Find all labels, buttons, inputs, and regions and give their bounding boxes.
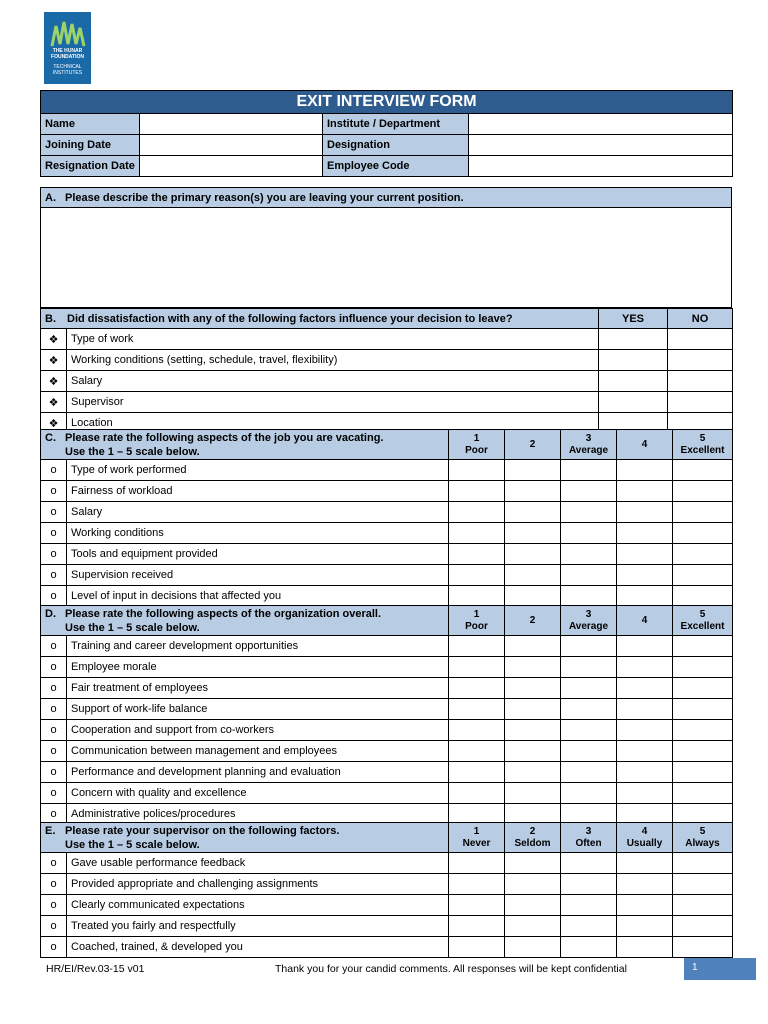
org-aspect-answer-cell[interactable] xyxy=(449,678,505,699)
supervisor-factor-answer-cell[interactable] xyxy=(505,895,561,916)
bullet-icon: o xyxy=(41,460,67,481)
section-d-table xyxy=(40,605,733,825)
factor-item-label: Location xyxy=(67,413,599,434)
job-aspect-answer-cell[interactable] xyxy=(561,586,617,607)
designation-label: Designation xyxy=(323,135,469,156)
org-aspect-row xyxy=(41,720,733,741)
org-aspect-answer-cell[interactable] xyxy=(505,636,561,657)
hands-emblem-icon xyxy=(44,16,91,50)
section-c-line2: Use the 1 – 5 scale below. xyxy=(65,445,200,458)
org-aspect-answer-cell[interactable] xyxy=(673,699,733,720)
section-e-scale-4: 4 Usually xyxy=(617,823,673,853)
supervisor-factor-answer-cell[interactable] xyxy=(673,853,733,874)
supervisor-factor-answer-cell[interactable] xyxy=(561,916,617,937)
org-aspect-item-label: Training and career development opportunities xyxy=(67,636,449,657)
section-e-table xyxy=(40,822,733,958)
bullet-icon: o xyxy=(41,937,67,958)
section-d-scale-2: 2 xyxy=(505,606,561,636)
form-title: EXIT INTERVIEW FORM xyxy=(41,91,733,114)
job-aspect-row xyxy=(41,565,733,586)
job-aspect-answer-cell[interactable] xyxy=(673,565,733,586)
bullet-icon: o xyxy=(41,544,67,565)
section-c-header xyxy=(41,430,449,460)
org-aspect-row xyxy=(41,699,733,720)
reason-answer-box[interactable] xyxy=(41,208,732,308)
bullet-icon: o xyxy=(41,783,67,804)
org-aspect-row xyxy=(41,678,733,699)
job-aspect-row xyxy=(41,586,733,607)
job-aspect-item-label: Working conditions xyxy=(67,523,449,544)
factor-answer-cell[interactable] xyxy=(668,329,733,350)
job-aspect-answer-cell[interactable] xyxy=(673,523,733,544)
org-aspect-item-label: Administrative polices/procedures xyxy=(67,804,449,825)
supervisor-factor-answer-cell[interactable] xyxy=(449,853,505,874)
org-aspect-answer-cell[interactable] xyxy=(449,720,505,741)
joining-date-label: Joining Date xyxy=(41,135,140,156)
institute-label: Institute / Department xyxy=(323,114,469,135)
supervisor-factor-answer-cell[interactable] xyxy=(449,895,505,916)
job-aspect-item-label: Supervision received xyxy=(67,565,449,586)
job-aspect-answer-cell[interactable] xyxy=(617,460,673,481)
org-aspect-answer-cell[interactable] xyxy=(505,741,561,762)
supervisor-factor-row xyxy=(41,937,733,958)
supervisor-factor-answer-cell[interactable] xyxy=(505,937,561,958)
page-number: 1 xyxy=(692,962,698,973)
section-d-scale-3: 3 Average xyxy=(561,606,617,636)
org-aspect-item-label: Concern with quality and excellence xyxy=(67,783,449,804)
factor-answer-cell[interactable] xyxy=(668,371,733,392)
logo-line-3: TECHNICAL xyxy=(53,64,82,70)
bullet-icon: o xyxy=(41,699,67,720)
job-aspect-answer-cell[interactable] xyxy=(449,544,505,565)
section-d-letter: D. xyxy=(45,607,56,620)
job-aspect-answer-cell[interactable] xyxy=(505,544,561,565)
bullet-icon: o xyxy=(41,874,67,895)
factor-item-label: Salary xyxy=(67,371,599,392)
section-b-letter: B. xyxy=(45,312,56,325)
job-aspect-row xyxy=(41,502,733,523)
job-aspect-row xyxy=(41,544,733,565)
org-aspect-answer-cell[interactable] xyxy=(449,762,505,783)
job-aspect-item-label: Level of input in decisions that affected you xyxy=(67,586,449,607)
factor-answer-cell[interactable] xyxy=(599,392,668,413)
section-d-scale-4: 4 xyxy=(617,606,673,636)
org-aspect-answer-cell[interactable] xyxy=(673,720,733,741)
page-number-box xyxy=(684,958,756,980)
supervisor-factor-answer-cell[interactable] xyxy=(561,853,617,874)
job-aspect-answer-cell[interactable] xyxy=(505,481,561,502)
org-aspect-item-label: Support of work-life balance xyxy=(67,699,449,720)
yes-header: YES xyxy=(599,309,668,329)
section-e-scale-1: 1 Never xyxy=(449,823,505,853)
designation-field[interactable] xyxy=(469,135,733,156)
supervisor-factor-answer-cell[interactable] xyxy=(449,916,505,937)
section-c-scale-3: 3 Average xyxy=(561,430,617,460)
bullet-icon: o xyxy=(41,895,67,916)
factor-answer-cell[interactable] xyxy=(668,350,733,371)
section-d-scale-1: 1 Poor xyxy=(449,606,505,636)
job-aspect-row xyxy=(41,481,733,502)
section-e-scale-3: 3 Often xyxy=(561,823,617,853)
org-aspect-row xyxy=(41,741,733,762)
name-label: Name xyxy=(41,114,140,135)
org-aspect-answer-cell[interactable] xyxy=(673,783,733,804)
job-aspect-answer-cell[interactable] xyxy=(673,586,733,607)
employee-code-field[interactable] xyxy=(469,156,733,177)
org-aspect-answer-cell[interactable] xyxy=(617,678,673,699)
supervisor-factor-answer-cell[interactable] xyxy=(505,916,561,937)
job-aspect-answer-cell[interactable] xyxy=(673,481,733,502)
bullet-icon: o xyxy=(41,720,67,741)
org-aspect-answer-cell[interactable] xyxy=(673,657,733,678)
supervisor-factor-answer-cell[interactable] xyxy=(561,874,617,895)
org-aspect-row xyxy=(41,657,733,678)
job-aspect-item-label: Salary xyxy=(67,502,449,523)
org-aspect-answer-cell[interactable] xyxy=(561,657,617,678)
section-d-line1: Please rate the following aspects of the organization overall. xyxy=(65,607,382,620)
job-aspect-item-label: Fairness of workload xyxy=(67,481,449,502)
bullet-icon: ❖ xyxy=(41,371,67,392)
section-e-scale-5: 5 Always xyxy=(673,823,733,853)
supervisor-factor-item-label: Treated you fairly and respectfully xyxy=(67,916,449,937)
bullet-icon: o xyxy=(41,481,67,502)
org-aspect-answer-cell[interactable] xyxy=(673,636,733,657)
joining-date-field[interactable] xyxy=(140,135,323,156)
org-aspect-answer-cell[interactable] xyxy=(449,699,505,720)
org-aspect-item-label: Performance and development planning and evaluation xyxy=(67,762,449,783)
employee-info-table xyxy=(40,90,733,177)
job-aspect-answer-cell[interactable] xyxy=(449,502,505,523)
org-aspect-answer-cell[interactable] xyxy=(617,636,673,657)
job-aspect-item-label: Tools and equipment provided xyxy=(67,544,449,565)
factor-answer-cell[interactable] xyxy=(668,392,733,413)
job-aspect-answer-cell[interactable] xyxy=(505,502,561,523)
supervisor-factor-answer-cell[interactable] xyxy=(617,916,673,937)
factor-item-label: Working conditions (setting, schedule, travel, flexibility) xyxy=(67,350,599,371)
factor-item-label: Type of work xyxy=(67,329,599,350)
job-aspect-answer-cell[interactable] xyxy=(617,523,673,544)
bullet-icon: o xyxy=(41,678,67,699)
org-aspect-answer-cell[interactable] xyxy=(673,741,733,762)
org-aspect-answer-cell[interactable] xyxy=(449,636,505,657)
job-aspect-answer-cell[interactable] xyxy=(617,565,673,586)
factor-row xyxy=(41,392,733,413)
org-aspect-item-label: Communication between management and employees xyxy=(67,741,449,762)
org-aspect-answer-cell[interactable] xyxy=(449,783,505,804)
section-c-scale-4: 4 xyxy=(617,430,673,460)
supervisor-factor-item-label: Coached, trained, & developed you xyxy=(67,937,449,958)
job-aspect-answer-cell[interactable] xyxy=(617,502,673,523)
resignation-date-label: Resignation Date xyxy=(41,156,140,177)
supervisor-factor-answer-cell[interactable] xyxy=(505,874,561,895)
section-e-header xyxy=(41,823,449,853)
org-aspect-answer-cell[interactable] xyxy=(505,657,561,678)
job-aspect-answer-cell[interactable] xyxy=(449,481,505,502)
supervisor-factor-row xyxy=(41,916,733,937)
bullet-icon: o xyxy=(41,636,67,657)
section-c-line1: Please rate the following aspects of the job you are vacating. xyxy=(65,431,384,444)
bullet-icon: o xyxy=(41,565,67,586)
form-code: HR/EI/Rev.03-15 v01 xyxy=(46,963,145,975)
org-aspect-answer-cell[interactable] xyxy=(561,762,617,783)
logo-line-1: THE HUNAR xyxy=(52,48,83,54)
section-b-question: Did dissatisfaction with any of the following factors influence your decision to leave? xyxy=(67,312,513,325)
factor-row xyxy=(41,329,733,350)
organization-logo xyxy=(44,12,91,84)
bullet-icon: o xyxy=(41,916,67,937)
name-field[interactable] xyxy=(140,114,323,135)
job-aspect-answer-cell[interactable] xyxy=(561,544,617,565)
org-aspect-answer-cell[interactable] xyxy=(561,636,617,657)
job-aspect-answer-cell[interactable] xyxy=(449,460,505,481)
org-aspect-row xyxy=(41,783,733,804)
org-aspect-row xyxy=(41,762,733,783)
org-aspect-answer-cell[interactable] xyxy=(617,783,673,804)
confidentiality-note: Thank you for your candid comments. All responses will be kept confidential xyxy=(275,963,627,975)
job-aspect-row xyxy=(41,460,733,481)
factor-row xyxy=(41,371,733,392)
employee-code-label: Employee Code xyxy=(323,156,469,177)
job-aspect-answer-cell[interactable] xyxy=(561,481,617,502)
job-aspect-answer-cell[interactable] xyxy=(561,502,617,523)
bullet-icon: o xyxy=(41,523,67,544)
bullet-icon: o xyxy=(41,762,67,783)
org-aspect-answer-cell[interactable] xyxy=(505,678,561,699)
org-aspect-answer-cell[interactable] xyxy=(505,783,561,804)
org-aspect-answer-cell[interactable] xyxy=(449,741,505,762)
org-aspect-answer-cell[interactable] xyxy=(505,699,561,720)
job-aspect-answer-cell[interactable] xyxy=(505,460,561,481)
job-aspect-answer-cell[interactable] xyxy=(505,523,561,544)
bullet-icon: o xyxy=(41,657,67,678)
factor-row xyxy=(41,350,733,371)
bullet-icon: o xyxy=(41,502,67,523)
org-aspect-answer-cell[interactable] xyxy=(617,720,673,741)
bullet-icon: o xyxy=(41,586,67,607)
factor-item-label: Supervisor xyxy=(67,392,599,413)
org-aspect-answer-cell[interactable] xyxy=(561,783,617,804)
org-aspect-answer-cell[interactable] xyxy=(617,657,673,678)
section-a-table xyxy=(40,187,732,308)
job-aspect-answer-cell[interactable] xyxy=(617,544,673,565)
job-aspect-answer-cell[interactable] xyxy=(449,586,505,607)
org-aspect-answer-cell[interactable] xyxy=(617,762,673,783)
org-aspect-answer-cell[interactable] xyxy=(617,741,673,762)
org-aspect-answer-cell[interactable] xyxy=(505,720,561,741)
supervisor-factor-answer-cell[interactable] xyxy=(673,916,733,937)
section-b-header xyxy=(41,309,599,329)
section-a-header xyxy=(41,188,732,208)
bullet-icon: ❖ xyxy=(41,350,67,371)
resignation-date-field[interactable] xyxy=(140,156,323,177)
job-aspect-answer-cell[interactable] xyxy=(561,523,617,544)
factor-answer-cell[interactable] xyxy=(599,371,668,392)
section-b-table xyxy=(40,308,733,434)
section-c-letter: C. xyxy=(45,431,56,444)
bullet-icon: ❖ xyxy=(41,329,67,350)
job-aspect-row xyxy=(41,523,733,544)
logo-line-2: FOUNDATION xyxy=(51,54,84,60)
job-aspect-answer-cell[interactable] xyxy=(617,586,673,607)
logo-line-4: INSTITUTES xyxy=(52,70,83,76)
bullet-icon: o xyxy=(41,741,67,762)
supervisor-factor-item-label: Clearly communicated expectations xyxy=(67,895,449,916)
section-a-question: Please describe the primary reason(s) you are leaving your current position. xyxy=(65,191,464,204)
supervisor-factor-answer-cell[interactable] xyxy=(617,874,673,895)
org-aspect-item-label: Fair treatment of employees xyxy=(67,678,449,699)
section-d-scale-5: 5 Excellent xyxy=(673,606,733,636)
supervisor-factor-answer-cell[interactable] xyxy=(673,895,733,916)
section-d-line2: Use the 1 – 5 scale below. xyxy=(65,621,200,634)
bullet-icon: o xyxy=(41,853,67,874)
section-e-line1: Please rate your supervisor on the following factors. xyxy=(65,824,340,837)
institute-field[interactable] xyxy=(469,114,733,135)
org-aspect-item-label: Cooperation and support from co-workers xyxy=(67,720,449,741)
section-c-scale-5: 5 Excellent xyxy=(673,430,733,460)
supervisor-factor-answer-cell[interactable] xyxy=(617,937,673,958)
org-aspect-answer-cell[interactable] xyxy=(673,762,733,783)
factor-answer-cell[interactable] xyxy=(599,350,668,371)
supervisor-factor-answer-cell[interactable] xyxy=(561,937,617,958)
job-aspect-item-label: Type of work performed xyxy=(67,460,449,481)
supervisor-factor-answer-cell[interactable] xyxy=(449,874,505,895)
job-aspect-answer-cell[interactable] xyxy=(673,460,733,481)
section-e-letter: E. xyxy=(45,824,56,837)
org-aspect-row xyxy=(41,636,733,657)
supervisor-factor-answer-cell[interactable] xyxy=(673,874,733,895)
supervisor-factor-row xyxy=(41,895,733,916)
bullet-icon: o xyxy=(41,804,67,825)
org-aspect-answer-cell[interactable] xyxy=(561,678,617,699)
supervisor-factor-item-label: Provided appropriate and challenging assignments xyxy=(67,874,449,895)
supervisor-factor-answer-cell[interactable] xyxy=(449,937,505,958)
job-aspect-answer-cell[interactable] xyxy=(561,565,617,586)
no-header: NO xyxy=(668,309,733,329)
supervisor-factor-item-label: Gave usable performance feedback xyxy=(67,853,449,874)
supervisor-factor-answer-cell[interactable] xyxy=(617,853,673,874)
section-d-header xyxy=(41,606,449,636)
org-aspect-answer-cell[interactable] xyxy=(505,762,561,783)
bullet-icon: ❖ xyxy=(41,392,67,413)
supervisor-factor-answer-cell[interactable] xyxy=(617,895,673,916)
org-aspect-answer-cell[interactable] xyxy=(561,699,617,720)
job-aspect-answer-cell[interactable] xyxy=(673,544,733,565)
org-aspect-item-label: Employee morale xyxy=(67,657,449,678)
supervisor-factor-row xyxy=(41,853,733,874)
org-aspect-answer-cell[interactable] xyxy=(449,657,505,678)
org-aspect-answer-cell[interactable] xyxy=(617,699,673,720)
supervisor-factor-answer-cell[interactable] xyxy=(561,895,617,916)
section-c-table xyxy=(40,429,733,607)
supervisor-factor-row xyxy=(41,874,733,895)
org-aspect-answer-cell[interactable] xyxy=(673,678,733,699)
job-aspect-answer-cell[interactable] xyxy=(505,565,561,586)
job-aspect-answer-cell[interactable] xyxy=(449,523,505,544)
bullet-icon: ❖ xyxy=(41,413,67,434)
section-a-letter: A. xyxy=(45,191,56,204)
section-e-line2: Use the 1 – 5 scale below. xyxy=(65,838,200,851)
org-aspect-answer-cell[interactable] xyxy=(561,720,617,741)
job-aspect-answer-cell[interactable] xyxy=(673,502,733,523)
job-aspect-answer-cell[interactable] xyxy=(561,460,617,481)
org-aspect-answer-cell[interactable] xyxy=(561,741,617,762)
job-aspect-answer-cell[interactable] xyxy=(617,481,673,502)
job-aspect-answer-cell[interactable] xyxy=(505,586,561,607)
section-c-scale-2: 2 xyxy=(505,430,561,460)
section-e-scale-2: 2 Seldom xyxy=(505,823,561,853)
supervisor-factor-answer-cell[interactable] xyxy=(673,937,733,958)
supervisor-factor-answer-cell[interactable] xyxy=(505,853,561,874)
job-aspect-answer-cell[interactable] xyxy=(449,565,505,586)
section-c-scale-1: 1 Poor xyxy=(449,430,505,460)
factor-answer-cell[interactable] xyxy=(599,329,668,350)
